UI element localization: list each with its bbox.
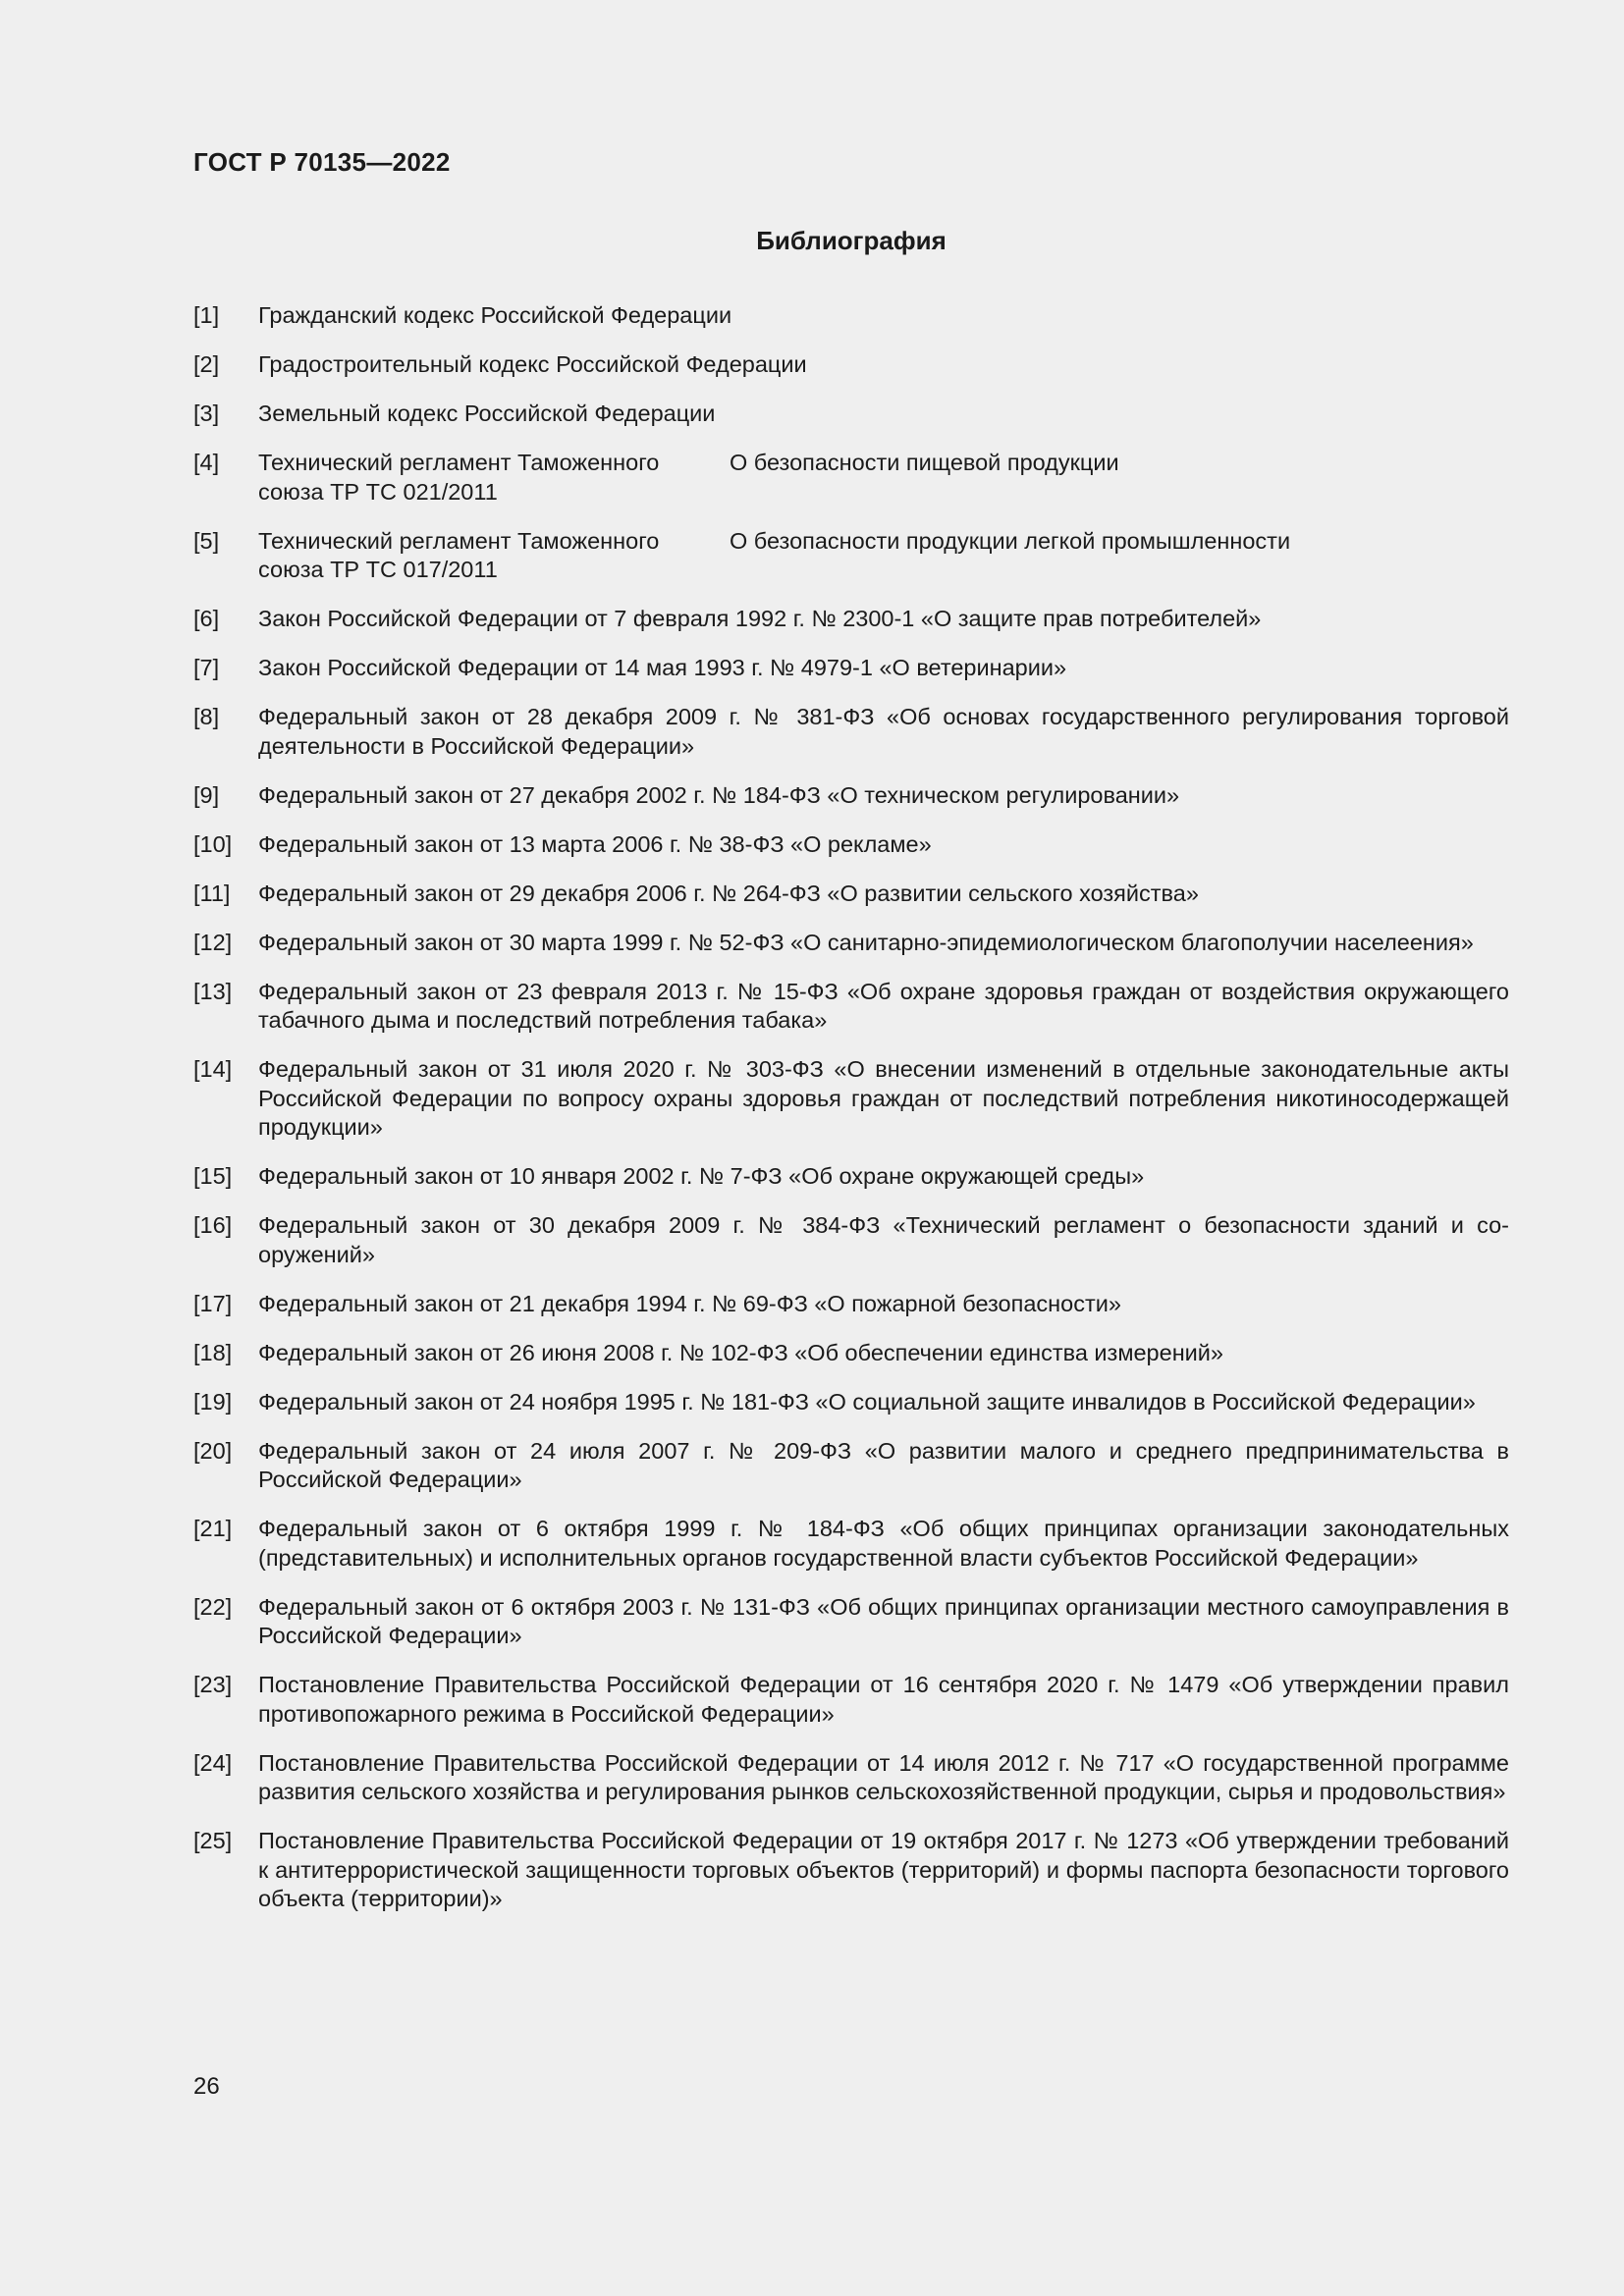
bibliography-item-text: Федеральный закон от 23 февраля 2013 г. № 15-ФЗ «Об охране здоровья граждан от воздействия окружающего табачного дыма и последствий потребления табака»	[258, 978, 1509, 1033]
bibliography-item-text	[258, 527, 1509, 585]
bibliography-item	[193, 527, 1509, 585]
bibliography-item-text: Закон Российской Федерации от 14 мая 1993 г. № 4979-1 «О ветеринарии»	[258, 655, 1067, 680]
bibliography-item-text: Федеральный закон от 6 октября 1999 г. № 184-ФЗ «Об общих принципах организации законодательных (представительных) и исполнительных органов государственной власти субъектов Российской Федерации»	[258, 1516, 1509, 1571]
bibliography-item	[193, 400, 1509, 429]
bibliography-item-number: [5]	[193, 527, 220, 554]
bibliography-item	[193, 1388, 1509, 1417]
bibliography-item	[193, 1827, 1509, 1914]
bibliography-item-number: [25]	[193, 1828, 233, 1853]
bibliography-item-number: [8]	[193, 704, 220, 729]
bibliography-item	[193, 1437, 1509, 1495]
bibliography-item	[193, 654, 1509, 683]
bibliography-item-text	[258, 449, 1509, 507]
bibliography-item-number: [9]	[193, 781, 220, 808]
bibliography-item	[193, 830, 1509, 860]
bibliography-item-text: Постановление Правительства Российской Федерации от 19 октября 2017 г. № 1273 «Об утверждении требований к антитеррористической защищенности торговых объектов (территорий) и формы паспорта безопасности торгового объекта (территории)»	[258, 1828, 1509, 1911]
bibliography-item-number: [7]	[193, 655, 220, 680]
bibliography-item-number: [3]	[193, 400, 220, 426]
bibliography-item	[193, 1055, 1509, 1143]
bibliography-item-text: Федеральный закон от 30 марта 1999 г. № 52-ФЗ «О санитарно-эпидемиологическом благополучии населeения»	[258, 929, 1474, 955]
bibliography-list	[193, 301, 1509, 1934]
bibliography-item	[193, 1162, 1509, 1192]
bibliography-item	[193, 350, 1509, 380]
bibliography-item	[193, 703, 1509, 761]
bibliography-item	[193, 1593, 1509, 1651]
bibliography-item-text: Градостроительный кодекс Российской Федерации	[258, 351, 807, 377]
bibliography-item-number: [21]	[193, 1516, 233, 1541]
bibliography-item	[193, 1749, 1509, 1807]
bibliography-item-text: Федеральный закон от 30 декабря 2009 г. № 384-ФЗ «Технический регламент о безопасности зданий и сооружений»	[258, 1212, 1509, 1267]
bibliography-item-text: Федеральный закон от 26 июня 2008 г. № 102-ФЗ «Об обеспечении единства измерений»	[258, 1339, 1223, 1365]
bibliography-item-text: Закон Российской Федерации от 7 февраля 1992 г. № 2300-1 «О защите прав потребителей»	[258, 606, 1262, 631]
bibliography-item-number: [18]	[193, 1339, 233, 1365]
bibliography-item-number: [19]	[193, 1388, 233, 1415]
bibliography-item	[193, 1211, 1509, 1269]
bibliography-item-text: Постановление Правительства Российской Федерации от 14 июля 2012 г. № 717 «О государственной программе развития сельского хозяйства и регулирования рынков сельскохозяйственной продукции, сырья и продовольствия»	[258, 1749, 1509, 1804]
bibliography-item	[193, 781, 1509, 811]
bibliography-item-title: О безопасности пищевой продукции	[730, 450, 1119, 475]
page-number: 26	[193, 2073, 220, 2100]
bibliography-item	[193, 449, 1509, 507]
bibliography-item-text: Федеральный закон от 13 марта 2006 г. № 38-ФЗ «О рекламе»	[258, 830, 932, 857]
section-title: Библиография	[756, 226, 947, 255]
bibliography-item-number: [13]	[193, 978, 233, 1004]
bibliography-item-number: [12]	[193, 929, 233, 955]
bibliography-item-text: Федеральный закон от 28 декабря 2009 г. № 381-ФЗ «Об основах государственного регулирования торговой деятельности в Российской Федерации»	[258, 704, 1509, 759]
bibliography-item-text: Гражданский кодекс Российской Федерации	[258, 302, 732, 328]
bibliography-item	[193, 1290, 1509, 1319]
bibliography-item-number: [14]	[193, 1056, 233, 1082]
bibliography-item-text: Федеральный закон от 29 декабря 2006 г. № 264-ФЗ «О развитии сельского хозяйства»	[258, 880, 1199, 906]
document-code: ГОСТ Р 70135—2022	[193, 147, 451, 177]
bibliography-item	[193, 605, 1509, 634]
bibliography-item-text: Федеральный закон от 24 ноября 1995 г. № 181-ФЗ «О социальной защите инвалидов в Российской Федерации»	[258, 1388, 1476, 1415]
bibliography-item-number: [20]	[193, 1437, 233, 1464]
bibliography-item-number: [22]	[193, 1593, 233, 1620]
bibliography-item	[193, 880, 1509, 909]
bibliography-item	[193, 1671, 1509, 1729]
bibliography-item-number: [6]	[193, 606, 220, 631]
bibliography-item-designation: Технический регламент Таможенного союза ТР ТС 021/2011	[258, 450, 660, 505]
bibliography-item	[193, 1515, 1509, 1573]
bibliography-item-text: Федеральный закон от 21 декабря 1994 г. № 69-ФЗ «О пожарной безопасности»	[258, 1290, 1121, 1316]
bibliography-item-text: Постановление Правительства Российской Федерации от 16 сентября 2020 г. № 1479 «Об утверждении правил противопожарного режима в Российской Федерации»	[258, 1672, 1509, 1727]
bibliography-item-number: [16]	[193, 1212, 233, 1238]
bibliography-item	[193, 929, 1509, 958]
bibliography-item-title: О безопасности продукции легкой промышленности	[730, 527, 1291, 554]
bibliography-item-number: [4]	[193, 450, 220, 475]
bibliography-item-number: [24]	[193, 1749, 233, 1776]
bibliography-item	[193, 1339, 1509, 1368]
bibliography-item-text: Федеральный закон от 27 декабря 2002 г. № 184-ФЗ «О техническом регулировании»	[258, 781, 1180, 808]
bibliography-item-text: Земельный кодекс Российской Федерации	[258, 400, 716, 426]
bibliography-item	[193, 978, 1509, 1036]
bibliography-item	[193, 301, 1509, 331]
bibliography-item-number: [15]	[193, 1163, 233, 1189]
bibliography-item-number: [2]	[193, 351, 220, 377]
bibliography-item-text: Федеральный закон от 6 октября 2003 г. № 131-ФЗ «Об общих принципах организации местного самоуправления в Российской Федерации»	[258, 1593, 1509, 1648]
bibliography-item-number: [23]	[193, 1672, 233, 1697]
bibliography-item-text: Федеральный закон от 24 июля 2007 г. № 209-ФЗ «О развитии малого и среднего предпринимательства в Российской Федерации»	[258, 1437, 1509, 1492]
bibliography-item-designation: Технический регламент Таможенного союза ТР ТС 017/2011	[258, 527, 660, 582]
bibliography-item-text: Федеральный закон от 10 января 2002 г. № 7-ФЗ «Об охране окружающей среды»	[258, 1163, 1145, 1189]
bibliography-item-number: [11]	[193, 880, 231, 906]
bibliography-item-number: [17]	[193, 1290, 233, 1316]
bibliography-item-text: Федеральный закон от 31 июля 2020 г. № 303-ФЗ «О внесении изменений в отдельные законодательные акты Российской Федерации по вопросу охраны здоровья граждан от последствий потребления никотиносодержащей продукции»	[258, 1056, 1509, 1140]
bibliography-item-number: [10]	[193, 830, 233, 857]
bibliography-item-number: [1]	[193, 302, 220, 328]
